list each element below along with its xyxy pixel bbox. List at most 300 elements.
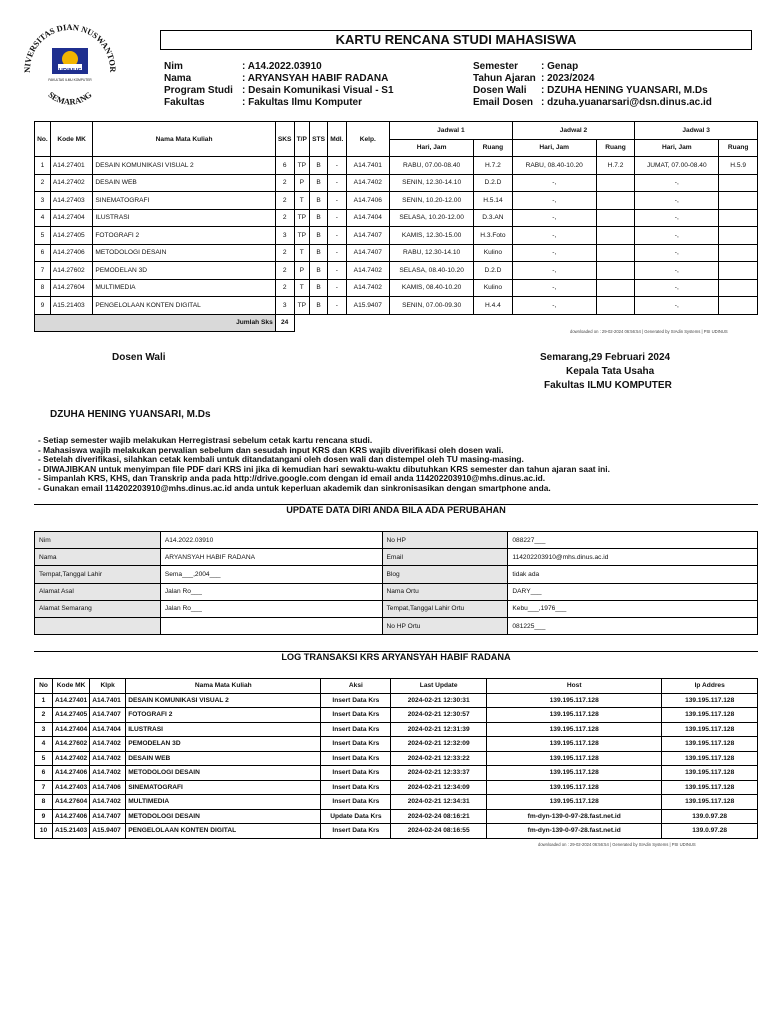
log-cell-aksi: Insert Data Krs (321, 737, 391, 752)
krs-cell-j2h: -, (512, 262, 596, 280)
krs-cell-j1h: SENIN, 10.20-12.00 (390, 192, 474, 210)
log-cell-kode: A15.21403 (52, 824, 89, 839)
log-cell-no: 10 (35, 824, 53, 839)
krs-cell-j3h: -, (635, 262, 719, 280)
krs-cell-j3h: -, (635, 174, 719, 192)
update-title: UPDATE DATA DIRI ANDA BILA ADA PERUBAHAN (286, 505, 506, 515)
log-cell-last: 2024-02-21 12:32:09 (391, 737, 487, 752)
krs-cell-no: 2 (35, 174, 51, 192)
krs-cell-mdl: - (328, 244, 346, 262)
krs-cell-nama: SINEMATOGRAFI (93, 192, 275, 210)
krs-cell-j3h: -, (635, 209, 719, 227)
update-value: Jalan Ro___ (160, 600, 382, 617)
table-row (35, 600, 758, 617)
krs-cell-tp: TP (294, 157, 309, 175)
krs-cell-nama: FOTOGRAFI 2 (93, 227, 275, 245)
table-row (35, 192, 758, 210)
log-cell-last: 2024-02-21 12:30:31 (391, 693, 487, 708)
krs-cell-mdl: - (328, 209, 346, 227)
krs-cell-j2r: H.7.2 (596, 157, 635, 175)
update-label: Tempat,Tanggal Lahir (35, 566, 161, 583)
krs-cell-kelp: A14.7402 (346, 262, 390, 280)
update-value: ARYANSYAH HABIF RADANA (160, 549, 382, 566)
krs-cell-j2h: -, (512, 297, 596, 315)
krs-cell-tp: P (294, 262, 309, 280)
table-row (35, 780, 758, 795)
update-value: A14.2022.03910 (160, 532, 382, 549)
krs-cell-no: 5 (35, 227, 51, 245)
tahun-label: Tahun Ajaran (473, 73, 536, 84)
university-logo (18, 24, 122, 110)
krs-cell-sts: B (310, 192, 328, 210)
col-kode: Kode MK (50, 122, 93, 157)
log-cell-aksi: Insert Data Krs (321, 780, 391, 795)
krs-cell-j3h: -, (635, 244, 719, 262)
krs-cell-j1r: D.3.AN (474, 209, 513, 227)
log-cell-last: 2024-02-21 12:33:22 (391, 751, 487, 766)
krs-cell-j1h: KAMIS, 08.40-10.20 (390, 279, 474, 297)
krs-cell-j2h: -, (512, 174, 596, 192)
logo-inner-text: FAKULTAS ILMU KOMPUTER (48, 78, 92, 82)
krs-cell-j3h: -, (635, 227, 719, 245)
log-cell-nama: FOTOGRAFI 2 (126, 708, 321, 723)
log-cell-kode: A14.27405 (52, 708, 89, 723)
col-hari-3: Hari, Jam (635, 139, 719, 157)
col-hari-1: Hari, Jam (390, 139, 474, 157)
sig-right-title1: Kepala Tata Usaha (566, 366, 655, 377)
krs-cell-no: 4 (35, 209, 51, 227)
log-cell-no: 9 (35, 809, 53, 824)
krs-cell-kode: A14.27405 (50, 227, 93, 245)
logo-arc-text: NIVERSITAS DIAN NUSWANTOR (22, 24, 118, 73)
krs-cell-j3r (719, 227, 758, 245)
krs-cell-sts: B (310, 279, 328, 297)
nama-label: Nama (164, 73, 192, 84)
wali-value: : DZUHA HENING YUANSARI, M.Ds (541, 85, 708, 96)
update-value: 114202203910@mhs.dinus.ac.id (508, 549, 758, 566)
krs-cell-sks: 2 (275, 279, 294, 297)
krs-cell-mdl: - (328, 192, 346, 210)
log-cell-klpk: A14.7407 (90, 708, 126, 723)
col-kelp: Kelp. (346, 122, 390, 157)
krs-cell-j3h: -, (635, 297, 719, 315)
krs-cell-no: 7 (35, 262, 51, 280)
log-cell-nama: ILUSTRASI (126, 722, 321, 737)
log-cell-aksi: Insert Data Krs (321, 766, 391, 781)
log-cell-nama: PENGELOLAAN KONTEN DIGITAL (126, 824, 321, 839)
note-item: - Gunakan email 114202203910@mhs.dinus.ac.id anda untuk keperluan akademik dan sinkronisasikan dengan smartphone anda. (38, 482, 551, 493)
sig-left-title: Dosen Wali (112, 352, 166, 363)
log-cell-aksi: Insert Data Krs (321, 824, 391, 839)
krs-total-label: Jumlah Sks (35, 314, 276, 332)
krs-cell-tp: TP (294, 227, 309, 245)
krs-cell-j1r: H.7.2 (474, 157, 513, 175)
update-label: Alamat Semarang (35, 600, 161, 617)
krs-cell-j1h: KAMIS, 12.30-15.00 (390, 227, 474, 245)
log-cell-ip: 139.195.117.128 (662, 795, 758, 810)
update-value: Kebu___,1976___ (508, 600, 758, 617)
krs-cell-j1h: SENIN, 07.00-09.30 (390, 297, 474, 315)
table-row (35, 174, 758, 192)
krs-cell-j1r: D.2.D (474, 262, 513, 280)
nim-label: Nim (164, 61, 183, 72)
wali-label: Dosen Wali (473, 85, 527, 96)
krs-cell-j2r (596, 174, 635, 192)
log-cell-nama: MULTIMEDIA (126, 795, 321, 810)
tahun-value: : 2023/2024 (541, 73, 595, 84)
krs-cell-j1h: RABU, 12.30-14.10 (390, 244, 474, 262)
krs-total-value: 24 (275, 314, 294, 332)
update-label: No HP (382, 532, 508, 549)
log-cell-host: 139.195.117.128 (487, 780, 662, 795)
col-jadwal-1: Jadwal 1 (390, 122, 513, 140)
krs-cell-kelp: A15.9407 (346, 297, 390, 315)
update-value: Sema___,2004___ (160, 566, 382, 583)
krs-cell-j2r (596, 262, 635, 280)
log-col-last: Last Update (391, 679, 487, 694)
col-sts: STS (310, 122, 328, 157)
log-cell-last: 2024-02-24 08:16:55 (391, 824, 487, 839)
krs-cell-tp: T (294, 192, 309, 210)
table-row (35, 209, 758, 227)
log-cell-last: 2024-02-21 12:31:39 (391, 722, 487, 737)
log-cell-no: 4 (35, 737, 53, 752)
col-sks: SKS (275, 122, 294, 157)
krs-cell-j2h: RABU, 08.40-10.20 (512, 157, 596, 175)
krs-cell-j2r (596, 279, 635, 297)
krs-cell-j2r (596, 209, 635, 227)
update-label: Nama Ortu (382, 583, 508, 600)
log-cell-no: 3 (35, 722, 53, 737)
log-cell-nama: SINEMATOGRAFI (126, 780, 321, 795)
krs-cell-j1r: H.4.4 (474, 297, 513, 315)
log-cell-nama: METODOLOGI DESAIN (126, 809, 321, 824)
log-cell-klpk: A14.7404 (90, 722, 126, 737)
log-col-host: Host (487, 679, 662, 694)
krs-cell-no: 8 (35, 279, 51, 297)
log-col-klpk: Klpk (90, 679, 126, 694)
note-item: - Setiap semester wajib melakukan Herregistrasi sebelum cetak kartu rencana studi. (38, 435, 373, 445)
table-row (35, 766, 758, 781)
krs-cell-nama: PEMODELAN 3D (93, 262, 275, 280)
krs-cell-sks: 3 (275, 297, 294, 315)
krs-cell-nama: DESAIN KOMUNIKASI VISUAL 2 (93, 157, 275, 175)
krs-cell-j3h: -, (635, 192, 719, 210)
log-cell-host: 139.195.117.128 (487, 722, 662, 737)
krs-cell-kelp: A14.7406 (346, 192, 390, 210)
krs-footer-line: downloaded on : 29-02-2024 06:56:54 | Generated by SIAdin Systems | PSI UDINUS (570, 329, 728, 334)
krs-cell-j2h: -, (512, 227, 596, 245)
krs-cell-kode: A15.21403 (50, 297, 93, 315)
krs-cell-sts: B (310, 297, 328, 315)
krs-cell-j1h: RABU, 07.00-08.40 (390, 157, 474, 175)
log-cell-host: 139.195.117.128 (487, 737, 662, 752)
table-row (35, 297, 758, 315)
krs-cell-kelp: A14.7404 (346, 209, 390, 227)
krs-cell-j1h: SENIN, 12.30-14.10 (390, 174, 474, 192)
log-cell-kode: A14.27402 (52, 751, 89, 766)
log-cell-no: 6 (35, 766, 53, 781)
krs-cell-nama: PENGELOLAAN KONTEN DIGITAL (93, 297, 275, 315)
log-cell-last: 2024-02-21 12:33:37 (391, 766, 487, 781)
krs-cell-j3r: H.5.9 (719, 157, 758, 175)
krs-cell-sts: B (310, 174, 328, 192)
krs-cell-j1r: Kulino (474, 279, 513, 297)
update-label: Email (382, 549, 508, 566)
note-item: - Setelah diverifikasi, silahkan cetak kembali untuk ditandatangani oleh dosen wali dan distempel oleh TU masing-masing. (38, 454, 524, 465)
log-cell-last: 2024-02-21 12:30:57 (391, 708, 487, 723)
krs-cell-mdl: - (328, 157, 346, 175)
krs-cell-nama: DESAIN WEB (93, 174, 275, 192)
log-cell-host: fm-dyn-139-0-97-28.fast.net.id (487, 809, 662, 824)
log-cell-host: 139.195.117.128 (487, 693, 662, 708)
note-item: - Simpanlah KRS, KHS, dan Transkrip anda pada http://drive.google.com dengan id email anda 114202203910@mhs.dinus.ac.id. (38, 473, 546, 484)
krs-cell-tp: T (294, 244, 309, 262)
log-cell-klpk: A14.7407 (90, 809, 126, 824)
log-cell-kode: A14.27602 (52, 737, 89, 752)
krs-cell-sts: B (310, 157, 328, 175)
log-title: LOG TRANSAKSI KRS ARYANSYAH HABIF RADANA (281, 652, 511, 662)
email-label: Email Dosen (473, 97, 534, 108)
table-row (35, 566, 758, 583)
krs-cell-kelp: A14.7407 (346, 244, 390, 262)
krs-cell-j3h: JUMAT, 07.00-08.40 (635, 157, 719, 175)
log-table (34, 678, 758, 839)
log-cell-aksi: Insert Data Krs (321, 795, 391, 810)
krs-cell-j2h: -, (512, 279, 596, 297)
krs-cell-sts: B (310, 262, 328, 280)
logo-brand-text: UDINUS (58, 68, 82, 75)
log-cell-klpk: A15.9407 (90, 824, 126, 839)
col-jadwal-2: Jadwal 2 (512, 122, 635, 140)
col-tp: T/P (294, 122, 309, 157)
krs-cell-j3r (719, 209, 758, 227)
email-value: : dzuha.yuanarsari@dsn.dinus.ac.id (541, 97, 712, 108)
log-cell-klpk: A14.7402 (90, 795, 126, 810)
table-row (35, 722, 758, 737)
log-cell-ip: 139.195.117.128 (662, 708, 758, 723)
table-row (35, 617, 758, 634)
krs-cell-tp: T (294, 279, 309, 297)
krs-cell-j1h: SELASA, 08.40-10.20 (390, 262, 474, 280)
table-row (35, 279, 758, 297)
log-cell-aksi: Insert Data Krs (321, 722, 391, 737)
log-cell-aksi: Insert Data Krs (321, 751, 391, 766)
col-hari-2: Hari, Jam (512, 139, 596, 157)
prodi-value: : Desain Komunikasi Visual - S1 (242, 85, 394, 96)
update-value (160, 617, 382, 634)
krs-cell-nama: ILUSTRASI (93, 209, 275, 227)
table-row (35, 824, 758, 839)
krs-cell-kode: A14.27406 (50, 244, 93, 262)
semester-label: Semester (473, 61, 519, 72)
log-cell-aksi: Insert Data Krs (321, 708, 391, 723)
krs-cell-j2r (596, 227, 635, 245)
log-cell-kode: A14.27406 (52, 809, 89, 824)
krs-cell-j1h: SELASA, 10.20-12.00 (390, 209, 474, 227)
krs-table (34, 121, 758, 332)
krs-cell-j3r (719, 262, 758, 280)
log-cell-ip: 139.195.117.128 (662, 722, 758, 737)
krs-cell-j2r (596, 244, 635, 262)
log-cell-klpk: A14.7401 (90, 693, 126, 708)
nim-value: : A14.2022.03910 (242, 61, 322, 72)
krs-cell-sts: B (310, 227, 328, 245)
krs-cell-no: 9 (35, 297, 51, 315)
log-cell-no: 2 (35, 708, 53, 723)
krs-cell-j2r (596, 192, 635, 210)
krs-cell-kelp: A14.7401 (346, 157, 390, 175)
table-row (35, 157, 758, 175)
krs-cell-kode: A14.27404 (50, 209, 93, 227)
krs-cell-kelp: A14.7402 (346, 279, 390, 297)
log-cell-ip: 139.195.117.128 (662, 737, 758, 752)
krs-cell-sts: B (310, 244, 328, 262)
table-row (35, 795, 758, 810)
log-cell-nama: DESAIN KOMUNIKASI VISUAL 2 (126, 693, 321, 708)
table-row (35, 751, 758, 766)
update-label: Blog (382, 566, 508, 583)
krs-cell-j1r: D.2.D (474, 174, 513, 192)
update-label: Nama (35, 549, 161, 566)
table-row (35, 532, 758, 549)
krs-cell-j1r: H.5.14 (474, 192, 513, 210)
log-cell-kode: A14.27401 (52, 693, 89, 708)
col-nama: Nama Mata Kuliah (93, 122, 275, 157)
note-item: - DIWAJIBKAN untuk menyimpan file PDF dari KRS ini jika di kemudian hari sewaktu-waktu dibutuhkan KRS semester dan tahun ajaran saat ini. (38, 463, 610, 474)
table-row (35, 227, 758, 245)
krs-cell-tp: TP (294, 209, 309, 227)
update-label: Alamat Asal (35, 583, 161, 600)
krs-cell-kode: A14.27602 (50, 262, 93, 280)
log-cell-last: 2024-02-21 12:34:09 (391, 780, 487, 795)
krs-cell-j3r (719, 244, 758, 262)
log-col-no: No (35, 679, 53, 694)
log-cell-no: 8 (35, 795, 53, 810)
krs-cell-sks: 2 (275, 209, 294, 227)
krs-cell-j3r (719, 279, 758, 297)
log-cell-host: 139.195.117.128 (487, 766, 662, 781)
krs-cell-sks: 2 (275, 192, 294, 210)
log-cell-kode: A14.27403 (52, 780, 89, 795)
log-cell-klpk: A14.7406 (90, 780, 126, 795)
update-value: 088227___ (508, 532, 758, 549)
log-cell-ip: 139.195.117.128 (662, 780, 758, 795)
krs-cell-kode: A14.27401 (50, 157, 93, 175)
table-row (35, 262, 758, 280)
krs-cell-j2h: -, (512, 192, 596, 210)
log-cell-nama: DESAIN WEB (126, 751, 321, 766)
krs-cell-j3h: -, (635, 279, 719, 297)
log-cell-ip: 139.0.97.28 (662, 824, 758, 839)
log-cell-nama: METODOLOGI DESAIN (126, 766, 321, 781)
krs-cell-tp: P (294, 174, 309, 192)
update-value: tidak ada (508, 566, 758, 583)
note-item: - Mahasiswa wajib melakukan perwalian sebelum dan sesudah input KRS dan KRS wajib diverifikasi oleh dosen wali. (38, 444, 504, 455)
krs-cell-no: 3 (35, 192, 51, 210)
update-label: Nim (35, 532, 161, 549)
table-row (35, 708, 758, 723)
krs-cell-j1r: H.3.Foto (474, 227, 513, 245)
log-cell-host: fm-dyn-139-0-97-28.fast.net.id (487, 824, 662, 839)
log-cell-last: 2024-02-24 08:16:21 (391, 809, 487, 824)
col-jadwal-3: Jadwal 3 (635, 122, 758, 140)
krs-cell-sks: 3 (275, 227, 294, 245)
table-row (35, 244, 758, 262)
krs-cell-nama: METODOLOGI DESAIN (93, 244, 275, 262)
krs-cell-j1r: Kulino (474, 244, 513, 262)
log-footer-line: downloaded on : 29-02-2024 06:56:54 | Generated by SIAdin Systems | PSI UDINUS (538, 842, 696, 847)
krs-cell-sks: 6 (275, 157, 294, 175)
table-row (35, 583, 758, 600)
logo-bottom-text: SEMARANG (46, 90, 94, 107)
table-row (35, 809, 758, 824)
log-col-kode: Kode MK (52, 679, 89, 694)
krs-cell-tp: TP (294, 297, 309, 315)
svg-text:SEMARANG (46, 90, 93, 107)
krs-cell-j2h: -, (512, 209, 596, 227)
log-col-aksi: Aksi (321, 679, 391, 694)
krs-cell-kode: A14.27604 (50, 279, 93, 297)
table-row (35, 737, 758, 752)
krs-cell-mdl: - (328, 262, 346, 280)
log-cell-kode: A14.27604 (52, 795, 89, 810)
krs-cell-mdl: - (328, 297, 346, 315)
krs-cell-j3r (719, 297, 758, 315)
log-cell-klpk: A14.7402 (90, 751, 126, 766)
table-row (35, 693, 758, 708)
log-cell-klpk: A14.7402 (90, 737, 126, 752)
update-table (34, 531, 758, 635)
log-cell-host: 139.195.117.128 (487, 751, 662, 766)
update-label: No HP Ortu (382, 617, 508, 634)
col-ruang-2: Ruang (596, 139, 635, 157)
update-value: Jalan Ro___ (160, 583, 382, 600)
col-ruang-1: Ruang (474, 139, 513, 157)
krs-cell-mdl: - (328, 227, 346, 245)
sig-right-title2: Fakultas ILMU KOMPUTER (544, 380, 672, 391)
log-cell-ip: 139.195.117.128 (662, 751, 758, 766)
log-cell-host: 139.195.117.128 (487, 708, 662, 723)
krs-cell-j3r (719, 174, 758, 192)
semester-value: : Genap (541, 61, 579, 72)
update-label (35, 617, 161, 634)
log-cell-klpk: A14.7402 (90, 766, 126, 781)
log-cell-aksi: Update Data Krs (321, 809, 391, 824)
update-value: 081225___ (508, 617, 758, 634)
krs-cell-kelp: A14.7407 (346, 227, 390, 245)
krs-cell-j2h: -, (512, 244, 596, 262)
col-ruang-3: Ruang (719, 139, 758, 157)
prodi-label: Program Studi (164, 85, 233, 96)
log-cell-no: 5 (35, 751, 53, 766)
krs-cell-no: 6 (35, 244, 51, 262)
krs-cell-nama: MULTIMEDIA (93, 279, 275, 297)
log-cell-kode: A14.27404 (52, 722, 89, 737)
log-cell-no: 1 (35, 693, 53, 708)
krs-cell-mdl: - (328, 279, 346, 297)
update-label: Tempat,Tanggal Lahir Ortu (382, 600, 508, 617)
sig-date: Semarang,29 Februari 2024 (540, 352, 671, 363)
log-cell-last: 2024-02-21 12:34:31 (391, 795, 487, 810)
log-cell-aksi: Insert Data Krs (321, 693, 391, 708)
log-cell-nama: PEMODELAN 3D (126, 737, 321, 752)
krs-cell-sks: 2 (275, 174, 294, 192)
table-row (35, 549, 758, 566)
page-title: KARTU RENCANA STUDI MAHASISWA (160, 30, 752, 50)
log-col-nama: Nama Mata Kuliah (126, 679, 321, 694)
krs-cell-mdl: - (328, 174, 346, 192)
